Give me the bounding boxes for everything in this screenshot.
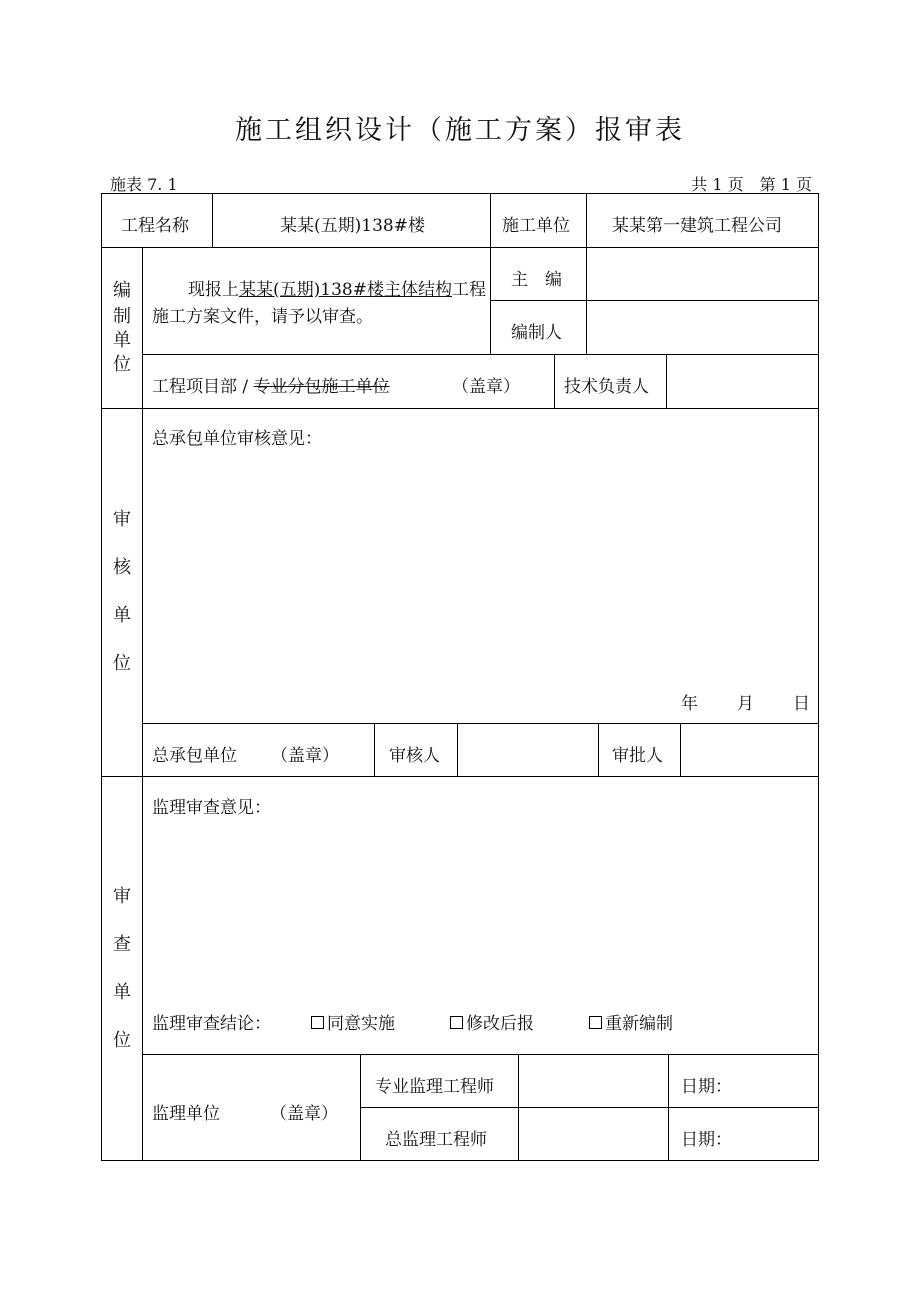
supervision-unit-label: 监理单位 (152, 1104, 220, 1124)
divider (518, 1054, 519, 1161)
side-label-char: 编 (113, 280, 131, 301)
option-label: 同意实施 (327, 1014, 395, 1034)
side-label-char: 审 (113, 509, 131, 530)
side-label-char: 单 (113, 605, 131, 626)
divider (101, 247, 819, 248)
project-name-label: 工程名称 (121, 216, 189, 236)
side-label-char: 审 (113, 886, 131, 907)
construction-unit-label: 施工单位 (502, 216, 570, 236)
report-statement (152, 277, 487, 331)
option-label: 重新编制 (605, 1014, 673, 1034)
report-prefix: 现报上 (188, 280, 239, 300)
checkbox-icon[interactable] (311, 1016, 324, 1029)
chief-date-label: 日期： (681, 1130, 732, 1150)
divider (142, 723, 819, 724)
divider (598, 723, 599, 776)
dept-struck: 专业分包施工单位 (253, 377, 390, 397)
page-current: 第 1 页 (759, 175, 812, 194)
side-label-char: 制 (113, 306, 131, 327)
general-contractor-label: 总承包单位 (152, 746, 237, 766)
divider (212, 193, 213, 247)
page-total: 共 1 页 (691, 175, 744, 194)
divider (142, 354, 819, 355)
checkbox-icon[interactable] (450, 1016, 463, 1029)
review-opinion-label: 总承包单位审核意见： (152, 429, 322, 449)
supervision-opinion-label: 监理审查意见： (152, 798, 271, 818)
stamp-label: （盖章） (452, 377, 520, 397)
date-year: 年 (681, 694, 698, 714)
project-dept-label (152, 372, 390, 397)
stamp-label: （盖章） (270, 1104, 338, 1124)
divider (360, 1054, 361, 1161)
divider (666, 354, 667, 408)
specialist-date-label: 日期： (681, 1077, 732, 1097)
form-title: 施工组织设计（施工方案）报审表 (235, 115, 685, 146)
option-revise[interactable] (450, 1009, 534, 1034)
divider (101, 776, 819, 777)
supervision-conclusion-label: 监理审查结论： (152, 1014, 271, 1034)
report-suffix: 工程施工方案文件，请予以审查。 (152, 280, 486, 327)
date-month: 月 (737, 694, 754, 714)
side-label-char: 单 (113, 982, 131, 1003)
side-label-char: 查 (113, 934, 131, 955)
side-label-char: 单 (113, 330, 131, 351)
divider (360, 1107, 819, 1108)
divider (680, 723, 681, 776)
approver-label: 审批人 (612, 746, 663, 766)
divider (142, 1054, 819, 1055)
stamp-label: （盖章） (271, 746, 339, 766)
divider (101, 408, 819, 409)
divider (490, 300, 819, 301)
side-label-char: 位 (113, 1030, 131, 1051)
chief-editor-label: 主 编 (511, 270, 562, 290)
editor-label: 编制人 (511, 323, 562, 343)
divider (457, 723, 458, 776)
specialist-engineer-label: 专业监理工程师 (375, 1077, 494, 1097)
construction-unit-value: 某某第一建筑工程公司 (612, 216, 782, 236)
side-label-char: 核 (113, 557, 131, 578)
date-day: 日 (793, 694, 810, 714)
checkbox-icon[interactable] (589, 1016, 602, 1029)
option-approve[interactable] (311, 1009, 395, 1034)
divider (374, 723, 375, 776)
divider (142, 247, 143, 1161)
side-label-char: 位 (113, 354, 131, 375)
page-indicator (675, 172, 812, 195)
chief-engineer-label: 总监理工程师 (385, 1130, 487, 1150)
tech-lead-label: 技术负责人 (564, 377, 649, 397)
report-project: 某某(五期)138#楼主体结构 (239, 280, 452, 300)
reviewer-label: 审核人 (389, 746, 440, 766)
option-recompile[interactable] (589, 1009, 673, 1034)
side-label-char: 位 (113, 653, 131, 674)
divider (490, 193, 491, 354)
form-number: 施表 7. 1 (110, 175, 178, 194)
divider (554, 354, 555, 408)
option-label: 修改后报 (466, 1014, 534, 1034)
dept-text: 工程项目部 / (152, 377, 254, 397)
divider (586, 193, 587, 354)
divider (668, 1054, 669, 1161)
project-name-value: 某某(五期)138#楼 (280, 216, 425, 236)
